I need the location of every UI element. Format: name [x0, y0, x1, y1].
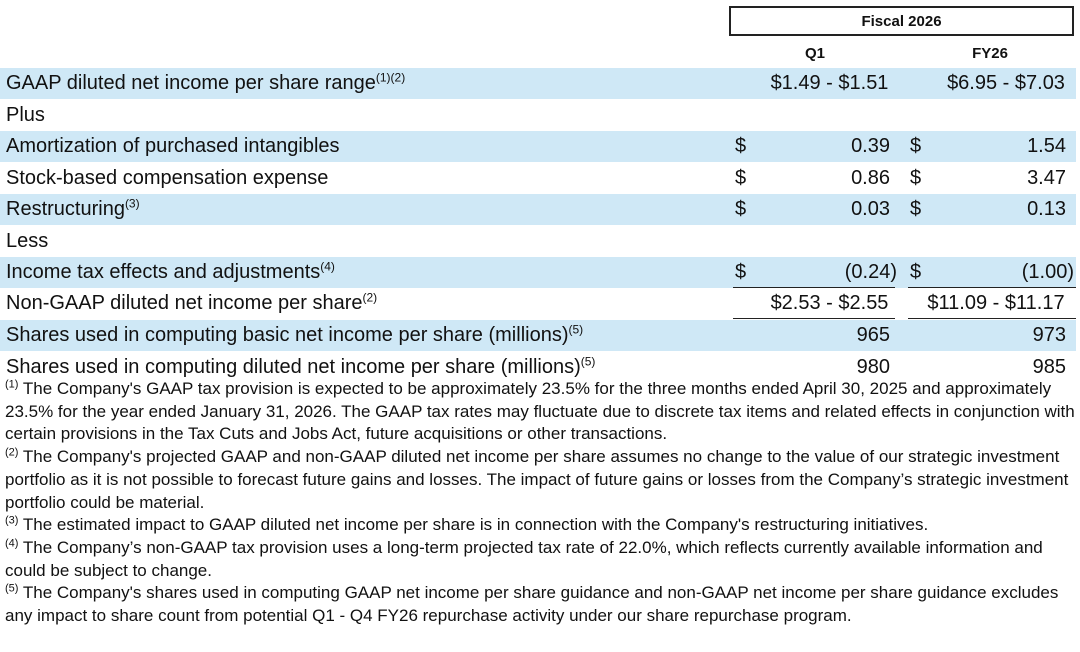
row-label: Amortization of purchased intangibles	[6, 135, 340, 157]
fy26-value: $6.95 - $7.03	[947, 72, 1065, 94]
row-label: Shares used in computing basic net income per share (millions)$^{(5)}$	[6, 322, 584, 346]
fy26-value: 985	[1032, 356, 1066, 378]
total-rule-fy26	[908, 318, 1076, 319]
fy26-value: 0.13	[1027, 198, 1066, 220]
footnotes	[5, 378, 1077, 628]
row-label: Plus	[6, 104, 45, 126]
row-label: Non-GAAP diluted net income per share$^{(2)}$	[6, 290, 378, 314]
row-label: Shares used in computing diluted net income per share (millions)$^{(5)}$	[6, 354, 596, 378]
table-row-basic-shares	[0, 320, 1076, 351]
currency-symbol: $	[910, 135, 922, 157]
fiscal-label: Fiscal 2026	[861, 12, 942, 30]
table-row-plus	[0, 100, 1076, 131]
row-label: Income tax effects and adjustments$^{(4)}$	[6, 259, 335, 283]
currency-symbol: $	[735, 198, 747, 220]
table-row-stock-comp	[0, 163, 1076, 194]
fy26-value: 3.47	[1027, 167, 1066, 189]
footnote-1: $^{(1)}$ The Company's GAAP tax provision is expected to be approximately 23.5% for the three months ended April 30, 2025 and approximately 23.5% for the year ended January 31, 2026. The GAAP tax rates may fluctuate due to discrete tax items and related effects in conjunction with certain provisions in the Tax Cuts and Jobs Act, future acquisitions or other transactions.	[5, 378, 1075, 444]
currency-symbol: $	[735, 135, 747, 157]
footnote-4: $^{(4)}$ The Company’s non-GAAP tax provision uses a long-term projected tax rate of 22.0%, which reflects currently available information and could be subject to change.	[5, 537, 1043, 580]
table-row-less	[0, 226, 1076, 257]
total-rule-q1	[733, 318, 895, 319]
footnote-2: $^{(2)}$ The Company's projected GAAP and non-GAAP diluted net income per share assumes no change to the value of our strategic investment portfolio as it is not possible to forecast future gains and losses. The impact of future gains or losses from the Company’s strategic investment portfolio could be material.	[5, 446, 1069, 512]
currency-symbol: $	[735, 167, 747, 189]
footnote-5: $^{(5)}$ The Company's shares used in computing GAAP net income per share guidance and non-GAAP net income per share guidance excludes any impact to share count from potential Q1 - Q4 FY26 repurchase activity under our share repurchase program.	[5, 582, 1059, 626]
fy26-value: (1.00)	[1021, 261, 1074, 283]
table-row-restructuring	[0, 194, 1076, 225]
currency-symbol: $	[910, 198, 922, 220]
table-row-income-tax	[0, 257, 1076, 288]
table-row-non-gaap	[0, 288, 1076, 319]
column-header-q1: Q1	[804, 45, 825, 62]
q1-value: 0.86	[851, 167, 890, 189]
q1-value: 0.03	[851, 198, 890, 220]
table-row-gaap-range	[0, 68, 1076, 99]
row-label: Less	[6, 230, 49, 252]
q1-value: $1.49 - $1.51	[770, 72, 889, 94]
q1-value: $2.53 - $2.55	[770, 292, 889, 314]
fy26-value: 973	[1032, 324, 1066, 346]
row-label: Restructuring$^{(3)}$	[6, 196, 140, 220]
q1-value: 965	[856, 324, 890, 346]
row-label: GAAP diluted net income per share range$^{(1)(2)}$	[6, 70, 406, 94]
fiscal-2026-header	[729, 6, 1074, 36]
q1-value: (0.24)	[844, 261, 897, 283]
column-header-fy26: FY26	[972, 45, 1008, 62]
q1-value: 980	[856, 356, 890, 378]
currency-symbol: $	[910, 261, 922, 283]
fy26-value: 1.54	[1027, 135, 1066, 157]
table-row-amortization	[0, 131, 1076, 162]
fy26-value: $11.09 - $11.17	[927, 292, 1065, 314]
row-label: Stock-based compensation expense	[6, 167, 329, 189]
footnote-3: $^{(3)}$ The estimated impact to GAAP diluted net income per share is in connection with the Company's restructuring initiatives.	[5, 514, 929, 535]
currency-symbol: $	[910, 167, 922, 189]
currency-symbol: $	[735, 261, 747, 283]
q1-value: 0.39	[851, 135, 890, 157]
